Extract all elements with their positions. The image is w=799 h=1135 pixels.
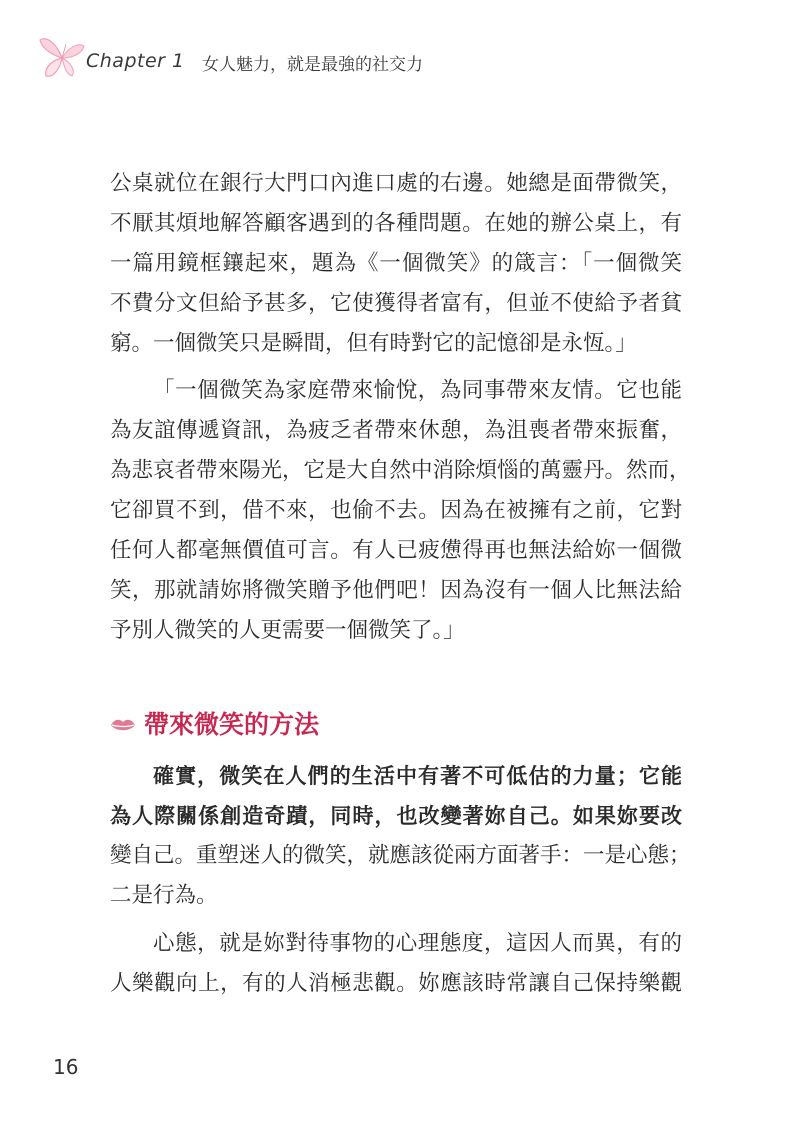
text-line: 它卻買不到，借不來，也偷不去。因為在被擁有之前，它對 xyxy=(110,498,682,523)
chapter-title: 女人魅力，就是最強的社交力 xyxy=(202,55,423,75)
text-line: 予別人微笑的人更需要一個微笑了。」 xyxy=(110,618,465,643)
text-line: 公桌就位在銀行大門口內進口處的右邊。她總是面帶微笑， xyxy=(110,171,682,196)
text-line: 「一個微笑為家庭帶來愉悅，為同事帶來友情。它也能 xyxy=(153,378,682,403)
lips-icon xyxy=(110,717,136,733)
text-line: 不費分文但給予甚多，它使獲得者富有，但並不使給予者貧 xyxy=(110,291,682,316)
text-line: 為人際關係創造奇蹟，同時，也改變著妳自己。如果妳要改 xyxy=(110,804,682,828)
section-heading-block xyxy=(110,707,510,747)
paragraph-3 xyxy=(110,840,691,920)
paragraph-2 xyxy=(110,375,691,655)
text-line: 人樂觀向上，有的人消極悲觀。妳應該時常讓自己保持樂觀 xyxy=(110,971,682,996)
paragraph-4 xyxy=(110,928,682,1008)
text-line: 心態，就是妳對待事物的心理態度，這因人而異，有的 xyxy=(153,931,682,956)
running-header xyxy=(38,34,458,82)
text-line: 不厭其煩地解答顧客遇到的各種問題。在她的辦公桌上，有 xyxy=(110,211,682,236)
chapter-label: Chapter 1 xyxy=(86,50,185,72)
text-line: 任何人都毫無價值可言。有人已疲憊得再也無法給妳一個微 xyxy=(110,538,682,563)
text-line: 二是行為。 xyxy=(110,883,218,908)
text-line: 確實，微笑在人們的生活中有著不可低估的力量；它能 xyxy=(153,764,682,788)
text-line: 一篇用鏡框鑲起來，題為《一個微笑》的箴言：「一個微笑 xyxy=(110,251,682,276)
text-line: 笑，那就請妳將微笑贈予他們吧！因為沒有一個人比無法給 xyxy=(110,578,682,603)
section-heading: 帶來微笑的方法 xyxy=(144,710,320,739)
text-line: 為友誼傳遞資訊，為疲乏者帶來休憩，為沮喪者帶來振奮， xyxy=(110,418,682,443)
bold-paragraph xyxy=(110,760,682,840)
page-number: 16 xyxy=(53,1055,79,1079)
text-line: 窮。一個微笑只是瞬間，但有時對它的記憶卻是永恆。」 xyxy=(110,331,637,356)
paragraph-1 xyxy=(110,168,682,368)
text-line: 為悲哀者帶來陽光，它是大自然中消除煩惱的萬靈丹。然而， xyxy=(110,458,691,483)
text-line: 變自己。重塑迷人的微笑，就應該從兩方面著手：一是心態； xyxy=(110,843,691,868)
butterfly-icon xyxy=(38,34,88,82)
